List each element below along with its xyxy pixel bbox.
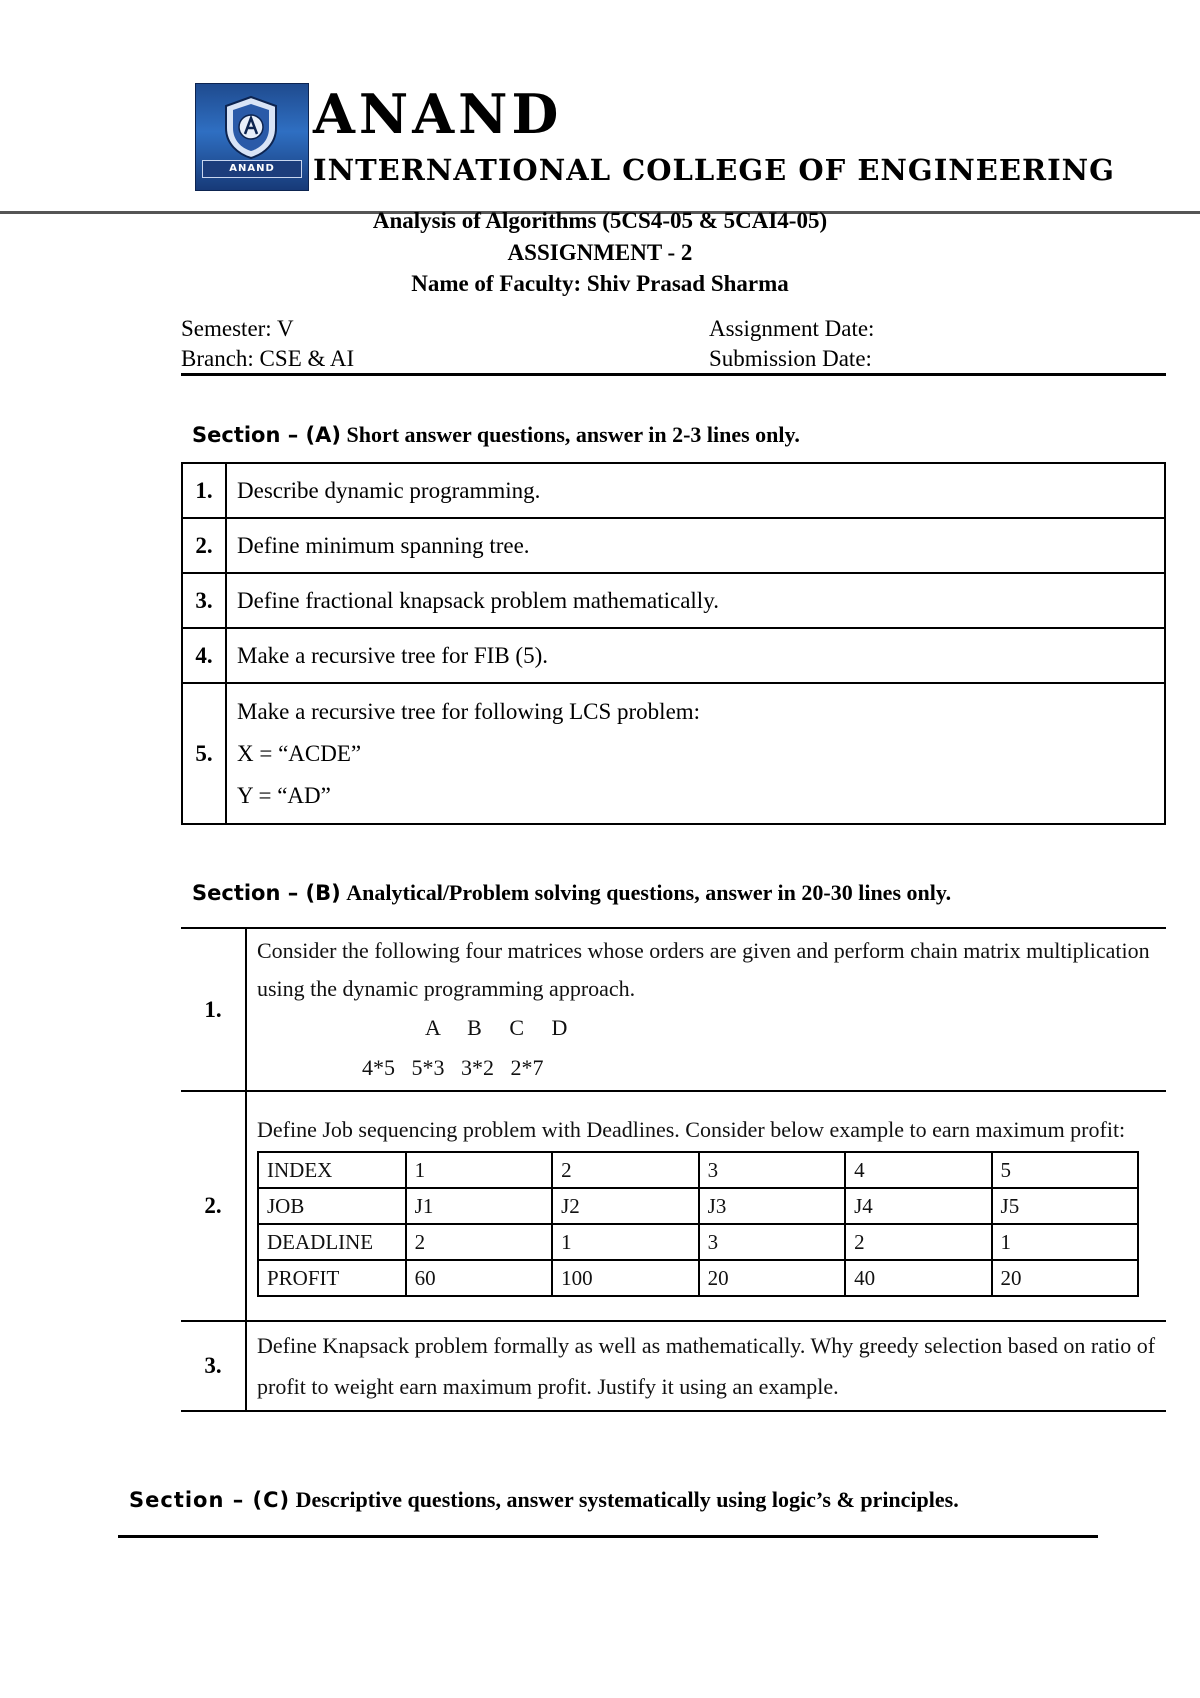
section-c-heading <box>129 1486 959 1514</box>
question-text: Define minimum spanning tree. <box>226 518 1165 573</box>
assignment-date: Assignment Date: <box>709 316 875 341</box>
table-cell: 1 <box>406 1152 552 1188</box>
table-cell: 20 <box>699 1260 845 1296</box>
table-cell: J2 <box>552 1188 699 1224</box>
table-row <box>182 463 1165 518</box>
table-cell: PROFIT <box>258 1260 406 1296</box>
question-text <box>246 1091 1166 1321</box>
question-text: Describe dynamic programming. <box>226 463 1165 518</box>
section-b-desc: Analytical/Problem solving questions, answer in 20-30 lines only. <box>346 880 952 905</box>
table-row <box>181 1091 1166 1321</box>
section-b-table <box>181 927 1166 1412</box>
question-text: Define fractional knapsack problem mathematically. <box>226 573 1165 628</box>
table-row <box>258 1224 1138 1260</box>
table-cell: 100 <box>552 1260 699 1296</box>
table-cell: 3 <box>699 1224 845 1260</box>
table-cell: 3 <box>699 1152 845 1188</box>
table-cell: 40 <box>845 1260 991 1296</box>
question-number: 3. <box>182 573 226 628</box>
college-name: ANAND <box>313 82 563 146</box>
logo-ribbon: ANAND <box>202 160 302 178</box>
course-title: Analysis of Algorithms (5CS4-05 & 5CAI4-05) <box>372 208 828 233</box>
table-cell: 4 <box>845 1152 991 1188</box>
faculty-name: Name of Faculty: Shiv Prasad Sharma <box>411 271 789 296</box>
table-row <box>182 683 1165 824</box>
semester: Semester: V <box>181 316 294 341</box>
section-a-heading <box>192 421 800 449</box>
question-line: Y = “AD” <box>237 782 331 808</box>
table-cell: 1 <box>992 1224 1138 1260</box>
matrix-names: A B C D <box>425 1014 568 1040</box>
table-cell: INDEX <box>258 1152 406 1188</box>
college-subtitle: INTERNATIONAL COLLEGE OF ENGINEERING <box>313 153 1115 187</box>
job-sequencing-table <box>257 1151 1139 1297</box>
table-cell: J4 <box>845 1188 991 1224</box>
table-cell: 60 <box>406 1260 552 1296</box>
table-cell: DEADLINE <box>258 1224 406 1260</box>
table-row <box>182 573 1165 628</box>
table-row <box>181 928 1166 1091</box>
section-b-tag: Section – (B) <box>192 881 341 905</box>
table-cell: J3 <box>699 1188 845 1224</box>
table-cell: J5 <box>992 1188 1138 1224</box>
question-number: 3. <box>181 1321 246 1411</box>
table-row <box>258 1152 1138 1188</box>
section-b-heading <box>192 879 951 907</box>
college-logo <box>195 83 309 191</box>
table-cell: 1 <box>552 1224 699 1260</box>
submission-date: Submission Date: <box>709 346 872 371</box>
table-row <box>258 1260 1138 1296</box>
section-c-desc: Descriptive questions, answer systematically using logic’s & principles. <box>295 1487 959 1512</box>
section-c-divider <box>118 1535 1098 1538</box>
question-number: 4. <box>182 628 226 683</box>
table-cell: 5 <box>992 1152 1138 1188</box>
question-line: Make a recursive tree for following LCS problem: <box>237 698 701 724</box>
table-cell: JOB <box>258 1188 406 1224</box>
crest-icon <box>218 94 284 160</box>
table-cell: 2 <box>406 1224 552 1260</box>
section-c-tag: Section – (C) <box>129 1488 291 1512</box>
question-text <box>226 683 1165 824</box>
section-a-table <box>181 462 1166 825</box>
branch: Branch: CSE & AI <box>181 346 355 371</box>
table-row <box>258 1188 1138 1224</box>
table-cell: 2 <box>552 1152 699 1188</box>
assignment-title: ASSIGNMENT - 2 <box>507 240 693 265</box>
meta-divider <box>181 373 1166 376</box>
question-body: Define Job sequencing problem with Deadlines. Consider below example to earn maximum profit: <box>257 1117 1126 1142</box>
table-row <box>182 518 1165 573</box>
question-body: Consider the following four matrices whose orders are given and perform chain matrix multiplication using the dynamic programming approach. <box>257 937 1150 1001</box>
question-text <box>246 928 1166 1091</box>
question-number: 2. <box>182 518 226 573</box>
matrix-orders: 4*5 5*3 3*2 2*7 <box>362 1054 544 1080</box>
question-number: 5. <box>182 683 226 824</box>
table-row <box>181 1321 1166 1411</box>
section-a-tag: Section – (A) <box>192 423 341 447</box>
table-cell: J1 <box>406 1188 552 1224</box>
table-cell: 20 <box>992 1260 1138 1296</box>
question-number: 1. <box>182 463 226 518</box>
question-line: X = “ACDE” <box>237 740 362 766</box>
section-a-desc: Short answer questions, answer in 2-3 lines only. <box>346 422 800 447</box>
question-text: Define Knapsack problem formally as well as mathematically. Why greedy selection based on ratio of profit to weight earn maximum profit. Justify it using an example. <box>246 1321 1166 1411</box>
question-text: Make a recursive tree for FIB (5). <box>226 628 1165 683</box>
question-number: 2. <box>181 1091 246 1321</box>
table-row <box>182 628 1165 683</box>
question-number: 1. <box>181 928 246 1091</box>
table-cell: 2 <box>845 1224 991 1260</box>
